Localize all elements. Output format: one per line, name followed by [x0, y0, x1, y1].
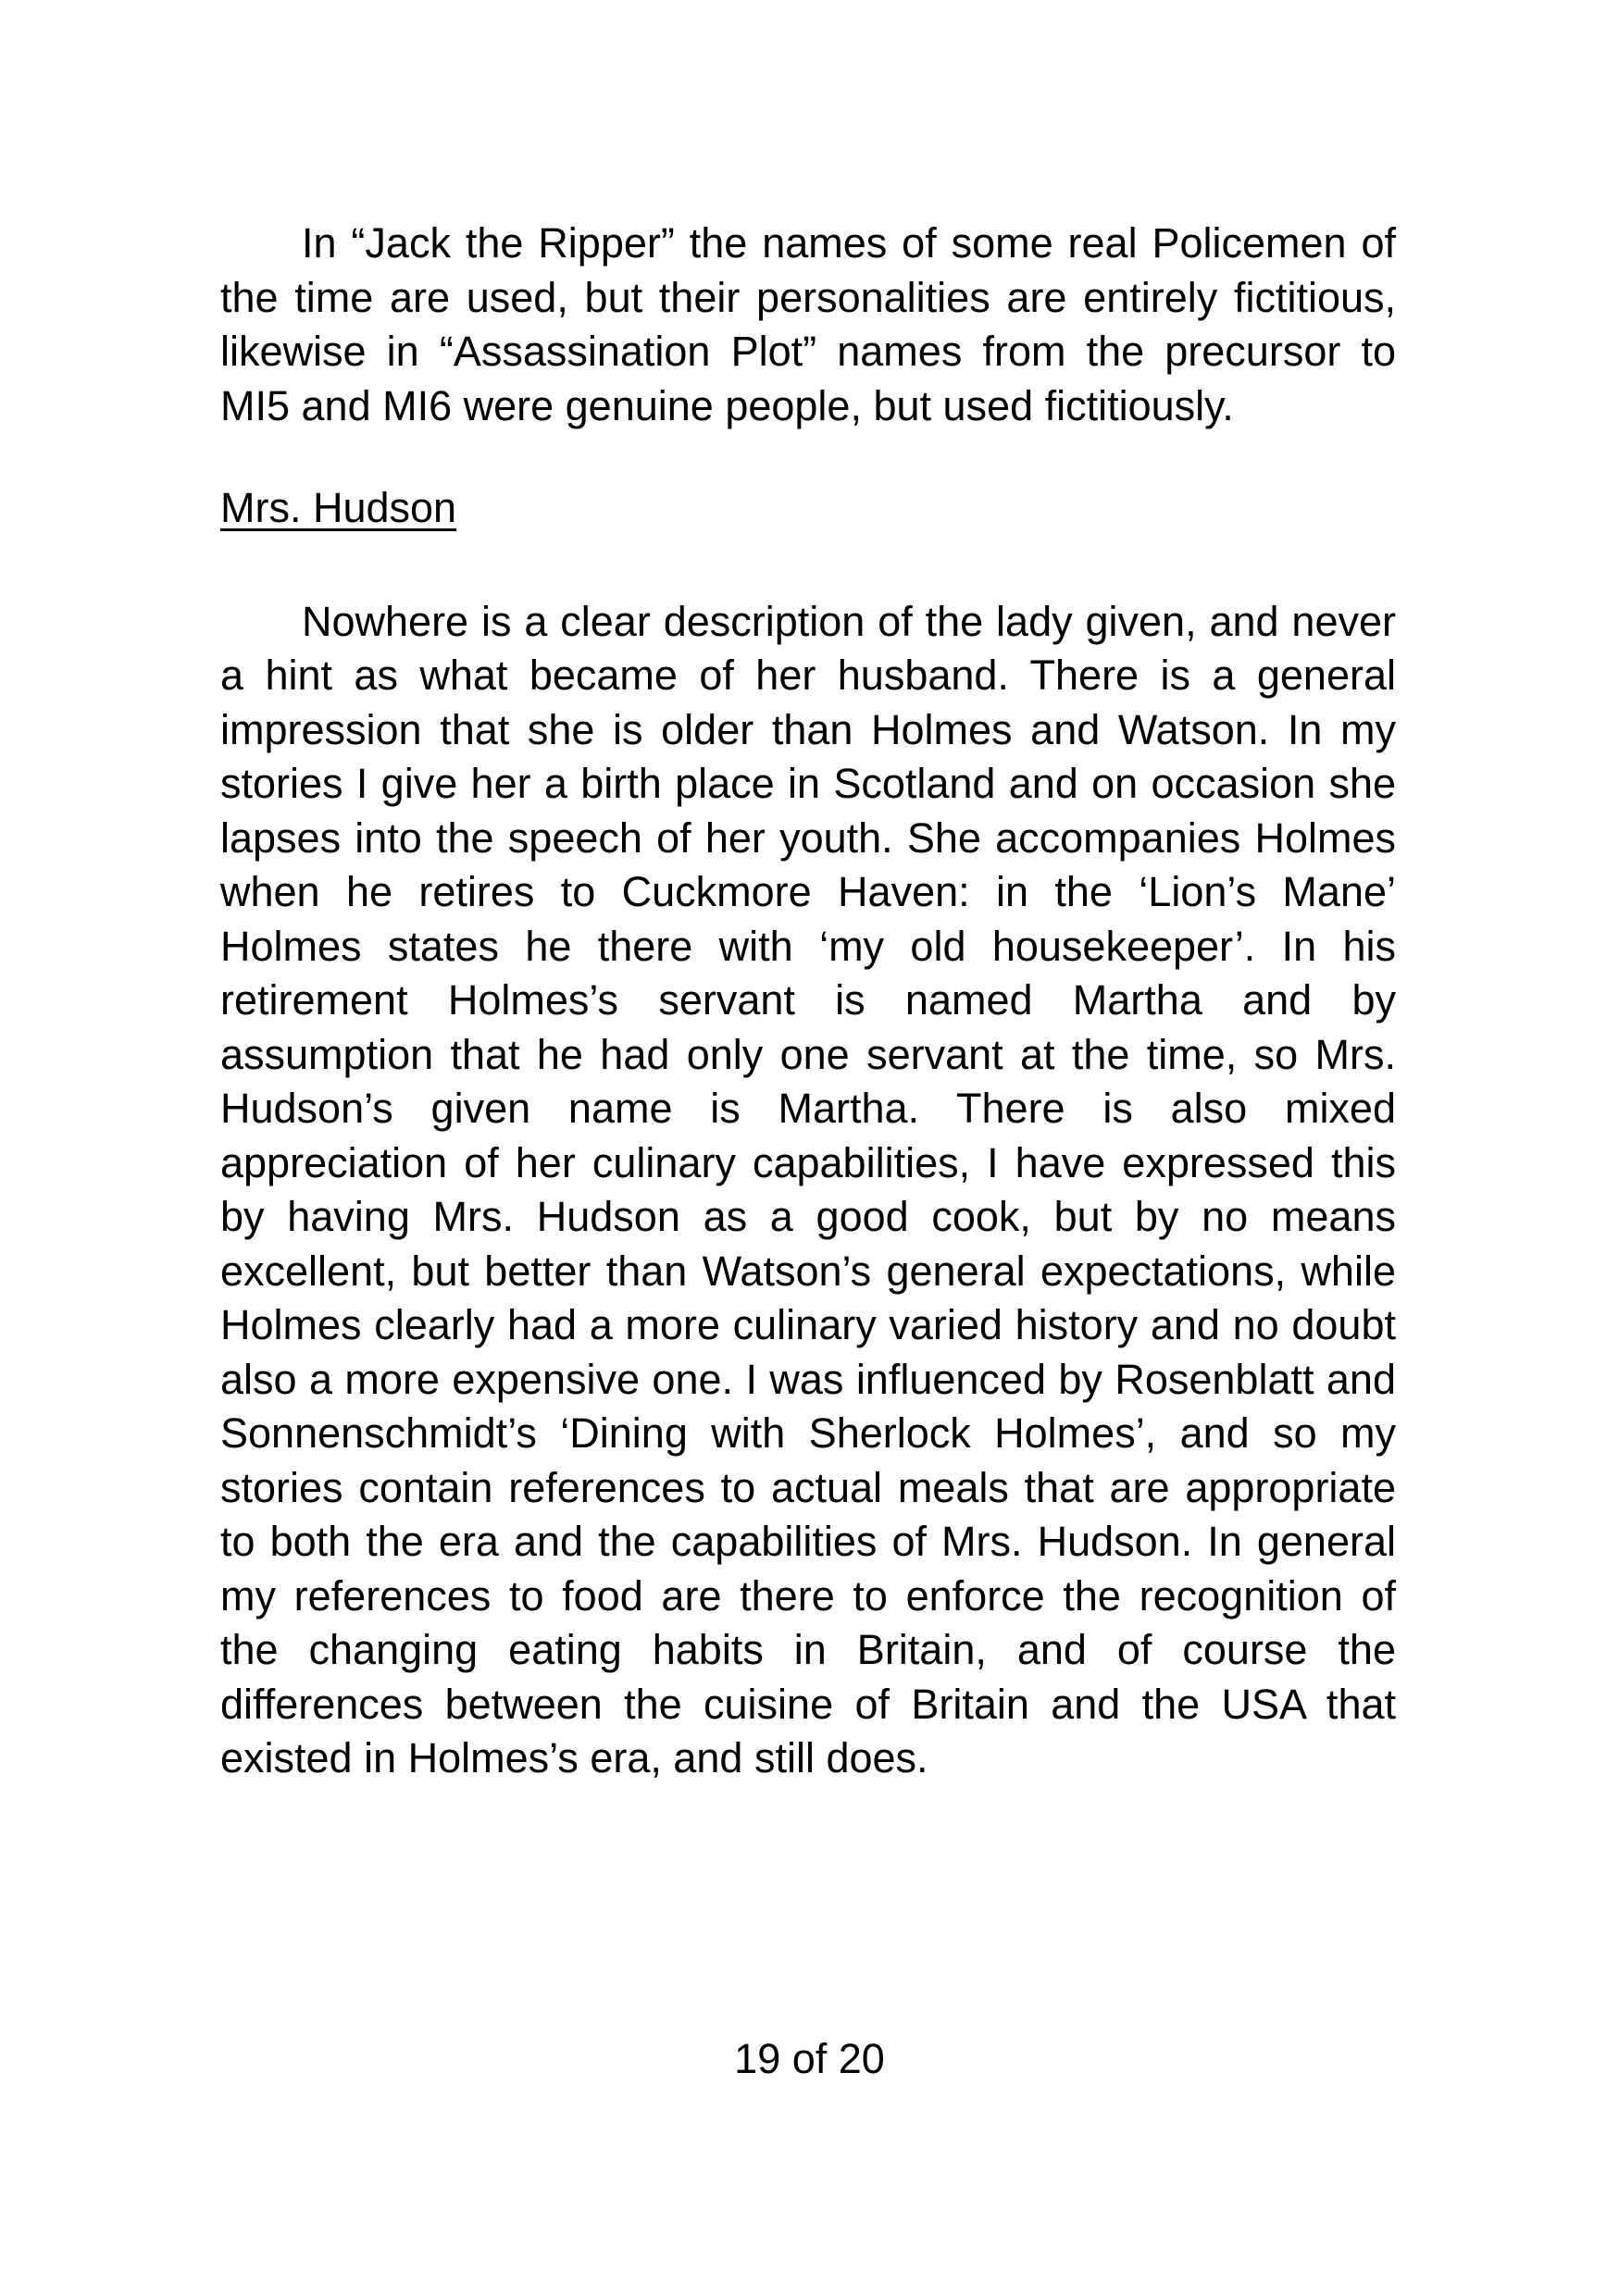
page-number: 19 of 20	[734, 2035, 885, 2082]
text-column	[220, 217, 1396, 1786]
section-heading-mrs-hudson: Mrs. Hudson	[220, 484, 457, 531]
paragraph-mrs-hudson: Nowhere is a clear description of the lady given, and never a hint as what became of her husband. There is a general impression that she is older than Holmes and Watson. In my stories I give her a birth place in Scotland and on occasion she lapses into the speech of her youth. She accompanies Holmes when he retires to Cuckmore Haven: in the ‘Lion’s Mane’ Holmes states he there with ‘my old housekeeper’. In his retirement Holmes’s servant is named Martha and by assumption that he had only one servant at the time, so Mrs. Hudson’s given name is Martha. There is also mixed appreciation of her culinary capabilities, I have expressed this by having Mrs. Hudson as a good cook, but by no means excellent, but better than Watson’s general expectations, while Holmes clearly had a more culinary varied history and no doubt also a more expensive one. I was influenced by Rosenblatt and Sonnenschmidt’s ‘Dining with Sherlock Holmes’, and so my stories contain references to actual meals that are appropriate to both the era and the capabilities of Mrs. Hudson. In general my references to food are there to enforce the recognition of the changing eating habits in Britain, and of course the differences between the cuisine of Britain and the USA that existed in Holmes’s era, and still does.	[220, 597, 1396, 1781]
paragraph-jack-the-ripper: In “Jack the Ripper” the names of some real Policemen of the time are used, but their personalities are entirely fictitious, likewise in “Assassination Plot” names from the precursor to MI5 and MI6 were genuine people, but used fictitiously.	[220, 219, 1396, 429]
